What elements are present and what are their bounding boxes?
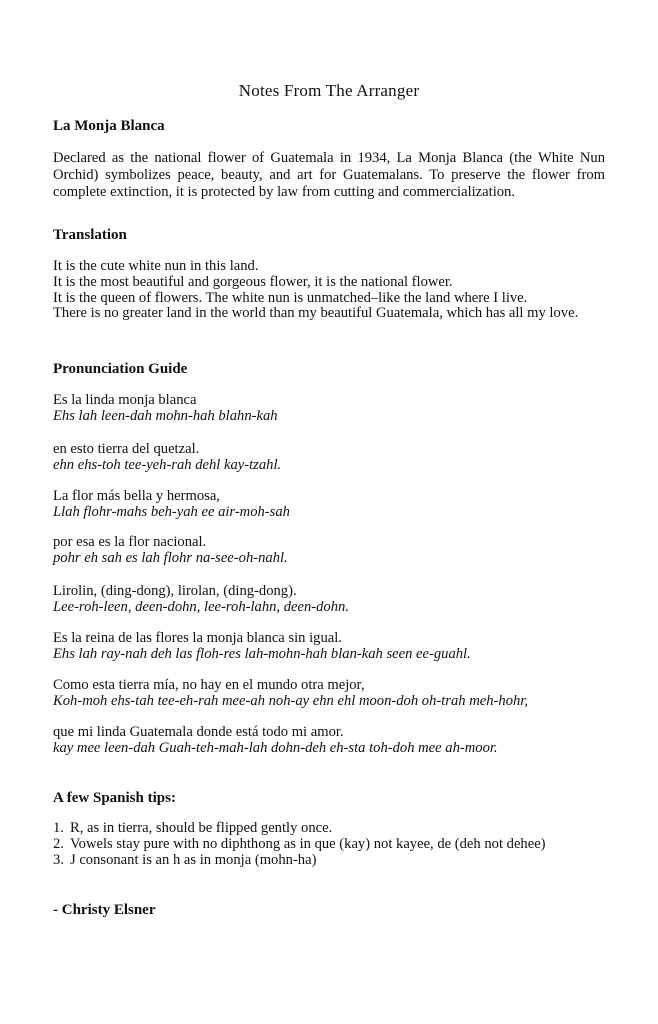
heading-translation: Translation: [53, 227, 127, 243]
spanish-line: Es la linda monja blanca: [53, 392, 197, 408]
pronunciation-line: pohr eh sah es lah flohr na-see-oh-nahl.: [53, 550, 288, 566]
heading-pronunciation-guide: Pronunciation Guide: [53, 361, 188, 377]
tip-text: Vowels stay pure with no diphthong as in que (kay) not kayee, de (deh not dehee): [70, 836, 546, 852]
tip-number: 1.: [53, 820, 64, 836]
spanish-line: por esa es la flor nacional.: [53, 534, 207, 550]
translation-line: It is the cute white nun in this land.: [53, 258, 259, 274]
heading-spanish-tips: A few Spanish tips:: [53, 790, 176, 806]
signature: - Christy Elsner: [53, 902, 156, 918]
tip-item: [53, 836, 546, 853]
pronunciation-line: Ehs lah leen-dah mohn-hah blahn-kah: [53, 408, 278, 424]
tip-number: 2.: [53, 836, 64, 852]
pronunciation-line: kay mee leen-dah Guah-teh-mah-lah dohn-deh eh-sta toh-doh mee ah-moor.: [53, 740, 498, 756]
pronunciation-line: ehn ehs-toh tee-yeh-rah dehl kay-tzahl.: [53, 457, 282, 473]
heading-la-monja-blanca: La Monja Blanca: [53, 118, 165, 134]
spanish-line: Como esta tierra mía, no hay en el mundo otra mejor,: [53, 677, 365, 693]
pronunciation-line: Koh-moh ehs-tah tee-eh-rah mee-ah noh-ay ehn ehl moon-doh oh-trah meh-hohr,: [53, 693, 529, 709]
tip-text: R, as in tierra, should be flipped gently once.: [70, 820, 333, 836]
page-title: Notes From The Arranger: [238, 81, 420, 100]
intro-paragraph: Declared as the national flower of Guatemala in 1934, La Monja Blanca (the White Nun Orchid) symbolizes peace, beauty, and art for Guatemalans. To preserve the flower from complete extinction, it is protected by law from cutting and commercialization.: [53, 150, 605, 200]
pronunciation-line: Ehs lah ray-nah deh las floh-res lah-mohn-hah blan-kah seen ee-guahl.: [53, 646, 471, 662]
pronunciation-line: Lee-roh-leen, deen-dohn, lee-roh-lahn, deen-dohn.: [53, 599, 349, 615]
spanish-line: en esto tierra del quetzal.: [53, 441, 200, 457]
spanish-line: La flor más bella y hermosa,: [53, 488, 220, 504]
spanish-line: que mi linda Guatemala donde está todo mi amor.: [53, 724, 344, 740]
tip-item: [53, 852, 316, 869]
translation-line: There is no greater land in the world than my beautiful Guatemala, which has all my love.: [53, 305, 579, 321]
translation-line: It is the queen of flowers. The white nun is unmatched–like the land where I live.: [53, 290, 528, 306]
tip-number: 3.: [53, 852, 64, 868]
translation-line: It is the most beautiful and gorgeous flower, it is the national flower.: [53, 274, 453, 290]
pronunciation-line: Llah flohr-mahs beh-yah ee air-moh-sah: [53, 504, 290, 520]
spanish-line: Es la reina de las flores la monja blanca sin igual.: [53, 630, 342, 646]
spanish-line: Lirolin, (ding-dong), lirolan, (ding-dong).: [53, 583, 297, 599]
tip-item: [53, 820, 332, 837]
tip-text: J consonant is an h as in monja (mohn-ha): [70, 852, 317, 868]
